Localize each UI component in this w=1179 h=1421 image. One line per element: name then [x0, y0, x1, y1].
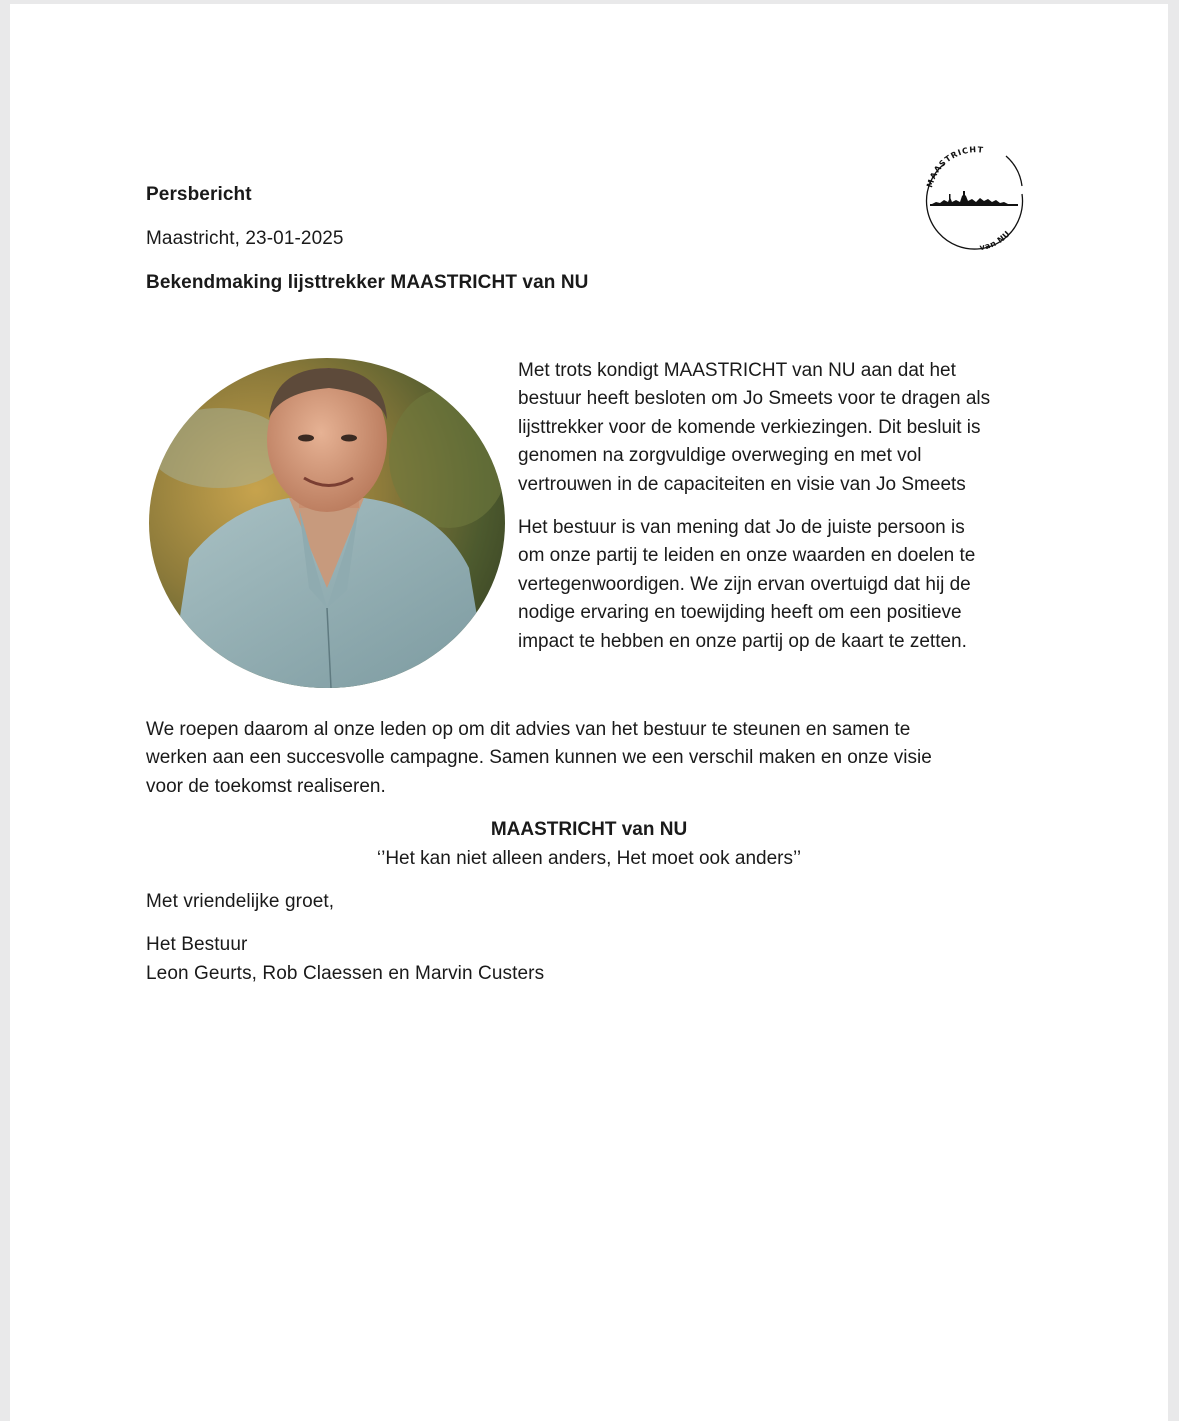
city-skyline-icon [930, 191, 1018, 206]
greeting: Met vriendelijke groet, [146, 891, 335, 912]
text-line: impact te hebben en onze partij op de kaart te zetten. [518, 630, 967, 652]
logo-bottom-text: van NU [978, 229, 1013, 253]
text-line: We roepen daarom al onze leden op om dit advies van het bestuur te steunen en samen te [146, 719, 911, 740]
text-line: om onze partij te leiden en onze waarden en doelen te [518, 545, 976, 567]
headline: Bekendmaking lijsttrekker MAASTRICHT van NU [146, 272, 589, 293]
party-name: MAASTRICHT van NU [490, 819, 688, 840]
document-type: Persbericht [146, 184, 252, 205]
board-members: Leon Geurts, Rob Claessen en Marvin Custers [146, 963, 545, 984]
text-line: nodige ervaring en toewijding heeft om een positieve [518, 602, 962, 624]
body-paragraph [146, 716, 932, 801]
text-line: lijsttrekker voor de komende verkiezingen. Dit besluit is [518, 416, 981, 438]
text-line: vertrouwen in de capaciteiten en visie van Jo Smeets [518, 473, 966, 495]
text-line: Het bestuur is van mening dat Jo de juiste persoon is [518, 517, 965, 538]
svg-text:van NU [979, 229, 1012, 252]
intro-paragraph-2 [518, 514, 1048, 656]
text-line: werken aan een succesvolle campagne. Samen kunnen we een verschil maken en onze visie [146, 747, 932, 769]
document-page [10, 4, 1168, 1421]
text-line: bestuur heeft besloten om Jo Smeets voor te dragen als [518, 388, 991, 410]
svg-text:MAASTRICHT [925, 145, 984, 189]
board-label: Het Bestuur [146, 934, 248, 955]
text-line: vertegenwoordigen. We zijn ervan overtuigd dat hij de [518, 573, 971, 595]
party-slogan: ‘’Het kan niet alleen anders, Het moet ook anders’’ [376, 848, 802, 869]
text-line: genomen na zorgvuldige overweging en met vol [518, 445, 922, 467]
text-line: Met trots kondigt MAASTRICHT van NU aan dat het [518, 360, 956, 381]
portrait-photo [149, 358, 505, 688]
party-logo [918, 142, 1028, 254]
logo-top-text: MAASTRICHT [925, 145, 985, 189]
text-line: voor de toekomst realiseren. [146, 775, 386, 797]
dateline: Maastricht, 23-01-2025 [146, 228, 344, 249]
intro-paragraph-1 [518, 357, 1048, 499]
